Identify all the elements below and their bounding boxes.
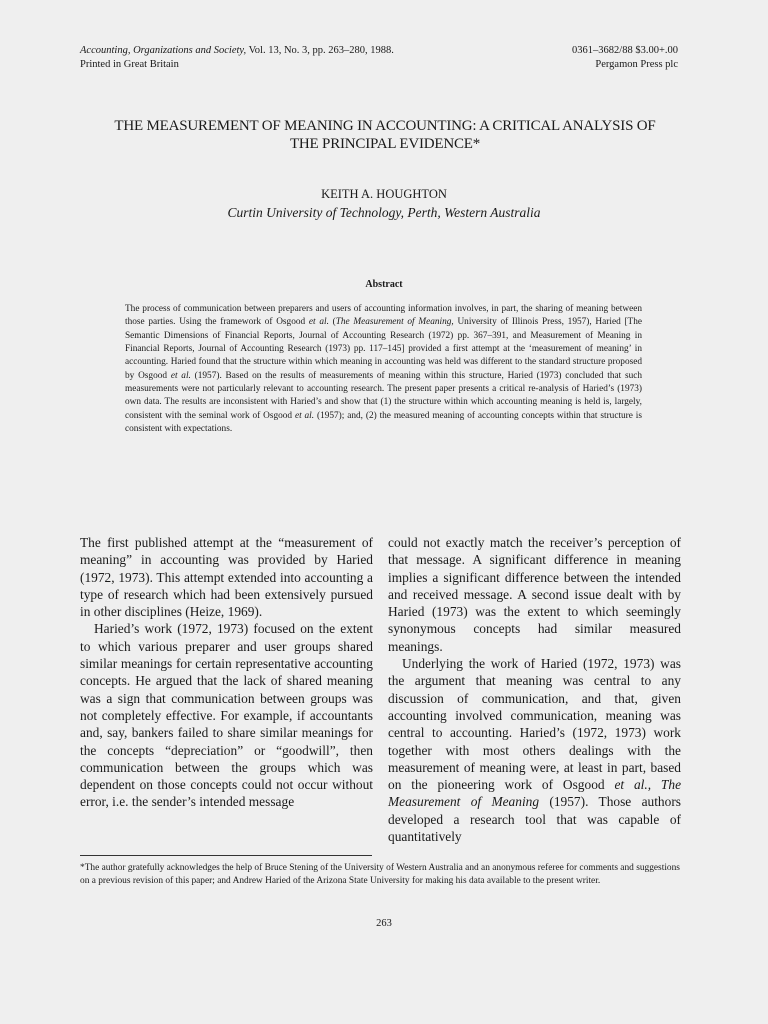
body-column-right (388, 534, 681, 845)
body-paragraph-1: The first published attempt at the “measurement of meaning” in accounting was provided by Haried (1972, 1973). This attempt extended into accounting a type of research which had been extensively pursued in other disciplines (Heize, 1969). (80, 535, 373, 620)
abstract-part-2: University of Illinois Press, 1957), Haried [The Semantic Dimensions of Financial Reports, Journal of Accounting Research (1972) pp. 367–391, and Measurement of Meaning in Financial Reports, Journal of Accounting Research (1973) pp. 117–145] provided a first attempt at the ‘measurement of meaning’ in accounting. Haried found that the structure within which meaning in accounting was held was different to the standard structure proposed by Osgood (125, 317, 643, 381)
issn-price: 0361–3682/88 $3.00+.00 (572, 45, 678, 56)
body-etal: et al., (614, 777, 652, 793)
page-number: 263 (376, 918, 392, 929)
printed-in: Printed in Great Britain (80, 59, 179, 70)
abstract-part-4: (1957); and, (2) the measured meaning of accounting concepts within that structure is consistent with expectations. (125, 410, 642, 435)
publisher: Pergamon Press plc (595, 59, 678, 70)
author-name: KEITH A. HOUGHTON (321, 187, 447, 201)
abstract-etal-1: et al. (308, 317, 329, 328)
title-line-1: THE MEASUREMENT OF MEANING IN ACCOUNTING: A CRITICAL ANALYSIS OF (114, 118, 656, 134)
body-paragraph-3 (388, 655, 681, 845)
abstract-etal-2: et al. (170, 370, 191, 381)
abstract-part-1: The process of communication between preparers and users of accounting information involves, in part, the sharing of meaning between those parties. Using the framework of Osgood (125, 304, 642, 328)
abstract-etal-3: et al. (294, 410, 315, 421)
body-paragraph-2: Haried’s work (1972, 1973) focused on the extent to which various preparer and user groups shared similar meanings for certain representative accounting concepts. He argued that the lack of shared meaning was a sign that communication between groups was not completely effective. For example, if accountants and, say, bankers failed to share similar meanings for the concepts “depreciation” or “goodwill”, then communication between the groups which was dependent on those concepts could not occur without error, i.e. the sender’s intended message (80, 621, 373, 810)
body-column-left (80, 534, 373, 811)
abstract-paren: ( (328, 317, 336, 328)
body-book-title: The Measurement of Meaning (388, 777, 682, 810)
paper-title (60, 117, 710, 153)
footnote-divider (80, 855, 372, 856)
issn-header (572, 44, 678, 72)
abstract-heading: Abstract (365, 279, 403, 290)
body-paragraph-3-end: (1957). Those authors developed a research tool that was capable of quantitatively (388, 794, 681, 845)
body-paragraph-3-text: Underlying the work of Haried (1972, 1973) was the argument that meaning was central to any discussion of communication, and that, given accounting involved communication, meaning was central to accounting. Haried’s (1972, 1973) work together with most others dealings with the measurement of meaning were, at least in part, based on the pioneering work of Osgood (388, 656, 681, 793)
journal-citation-header (80, 44, 394, 72)
abstract-book-title: The Measurement of Meaning, (335, 317, 454, 328)
journal-name: Accounting, Organizations and Society, (80, 45, 247, 56)
abstract-text (125, 303, 642, 436)
citation-details: Vol. 13, No. 3, pp. 263–280, 1988. (246, 45, 394, 56)
author-affiliation: Curtin University of Technology, Perth, Western Australia (227, 205, 541, 220)
body-paragraph-2-continued: could not exactly match the receiver’s perception of that message. A significant difference in meaning implies a significant difference between the intended and received message. A second issue dealt with by Haried (1973) was the extent to which seemingly synonymous concepts had similar measured meanings. (388, 535, 681, 654)
acknowledgement-footnote: *The author gratefully acknowledges the help of Bruce Stening of the University of Western Australia and an anonymous referee for comments and suggestions on a previous revision of this paper; and Andrew Haried of the Arizona State University for making his data available to the present writer. (80, 863, 680, 887)
title-line-2: THE PRINCIPAL EVIDENCE* (289, 136, 481, 152)
abstract-part-3: (1957). Based on the results of measurements of meaning within this structure, Haried (1973) concluded that such measurements were not particularly relevant to accounting research. The present paper presents a critical re-analysis of Haried’s (1973) own data. The results are inconsistent with Haried’s and show that (1) the structure within which accounting meaning is held is, largely, consistent with the seminal work of Osgood (125, 370, 643, 421)
